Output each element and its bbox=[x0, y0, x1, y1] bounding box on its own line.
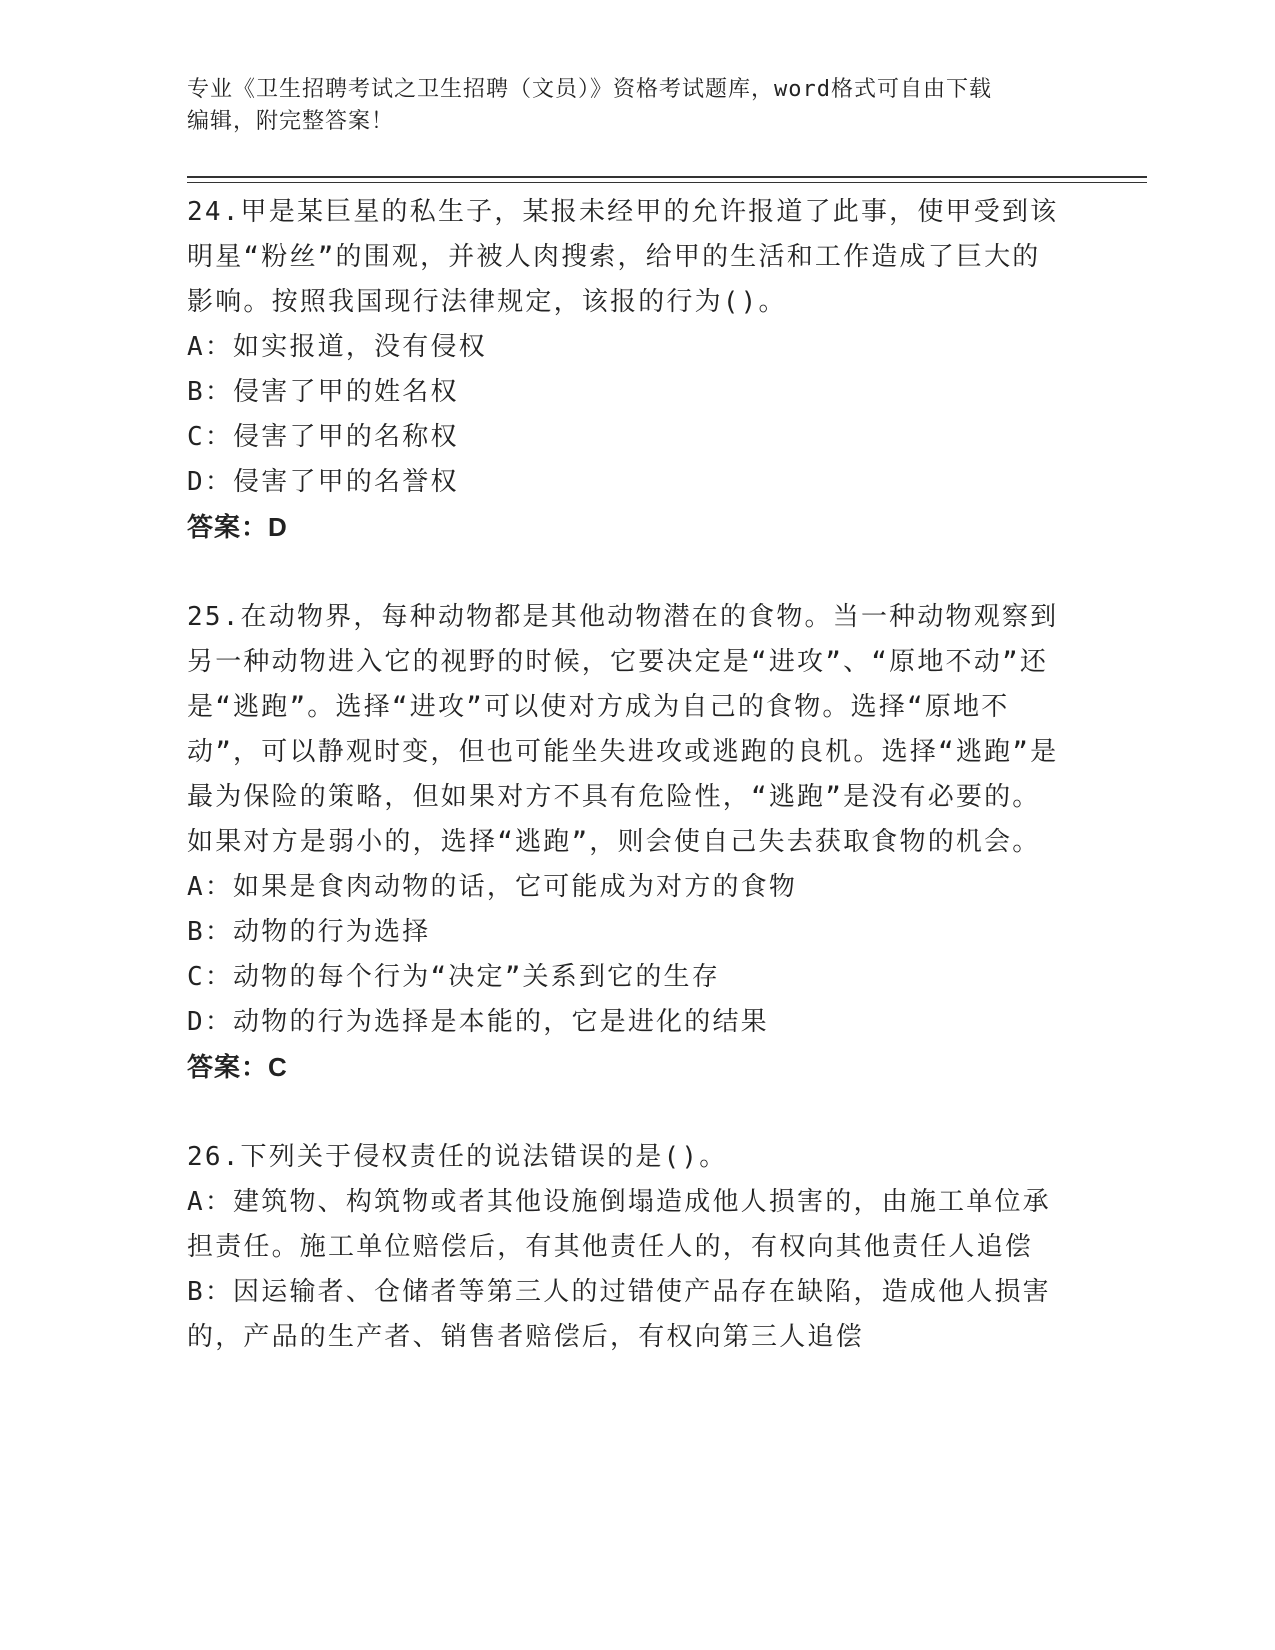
header-divider-thin bbox=[187, 182, 1147, 183]
answer-label: 答案：C bbox=[187, 1052, 288, 1082]
question-stem: 26.下列关于侵权责任的说法错误的是()。 bbox=[187, 1142, 728, 1172]
header-divider-thick bbox=[187, 176, 1147, 178]
question-stem: 24.甲是某巨星的私生子，某报未经甲的允许报道了此事，使甲受到该明星“粉丝”的围观，并被人肉搜索，给甲的生活和工作造成了巨大的影响。按照我国现行法律规定，该报的行为()。 bbox=[187, 197, 1059, 317]
option-b: B：侵害了甲的姓名权 bbox=[187, 377, 459, 407]
option-a: A：建筑物、构筑物或者其他设施倒塌造成他人损害的，由施工单位承担责任。施工单位赔偿后，有其他责任人的，有权向其他责任人追偿 bbox=[187, 1187, 1051, 1262]
option-c: C：侵害了甲的名称权 bbox=[187, 422, 459, 452]
option-a: A：如实报道，没有侵权 bbox=[187, 332, 487, 362]
option-b: B：动物的行为选择 bbox=[187, 917, 431, 947]
question-24 bbox=[187, 190, 1067, 550]
option-d: D：动物的行为选择是本能的，它是进化的结果 bbox=[187, 1007, 769, 1037]
answer-label: 答案：D bbox=[187, 512, 288, 542]
header-line-1: 专业《卫生招聘考试之卫生招聘（文员）》资格考试题库，word格式可自由下载 bbox=[187, 77, 992, 102]
spacer bbox=[187, 550, 1067, 595]
option-c: C：动物的每个行为“决定”关系到它的生存 bbox=[187, 962, 720, 992]
header-line-2: 编辑，附完整答案！ bbox=[187, 109, 395, 134]
question-25 bbox=[187, 595, 1067, 1090]
option-b: B：因运输者、仓储者等第三人的过错使产品存在缺陷，造成他人损害的，产品的生产者、销售者赔偿后，有权向第三人追偿 bbox=[187, 1277, 1051, 1352]
option-a: A：如果是食肉动物的话，它可能成为对方的食物 bbox=[187, 872, 798, 902]
option-d: D：侵害了甲的名誉权 bbox=[187, 467, 459, 497]
document-header bbox=[187, 74, 1087, 138]
question-stem: 25.在动物界，每种动物都是其他动物潜在的食物。当一种动物观察到另一种动物进入它的视野的时候，它要决定是“进攻”、“原地不动”还是“逃跑”。选择“进攻”可以使对方成为自己的食物。选择“原地不动”，可以静观时变，但也可能坐失进攻或逃跑的良机。选择“逃跑”是最为保险的策略，但如果对方不具有危险性，“逃跑”是没有必要的。如果对方是弱小的，选择“逃跑”，则会使自己失去获取食物的机会。 bbox=[187, 602, 1059, 857]
spacer bbox=[187, 1090, 1067, 1135]
question-list bbox=[187, 190, 1067, 1360]
question-26 bbox=[187, 1135, 1067, 1360]
